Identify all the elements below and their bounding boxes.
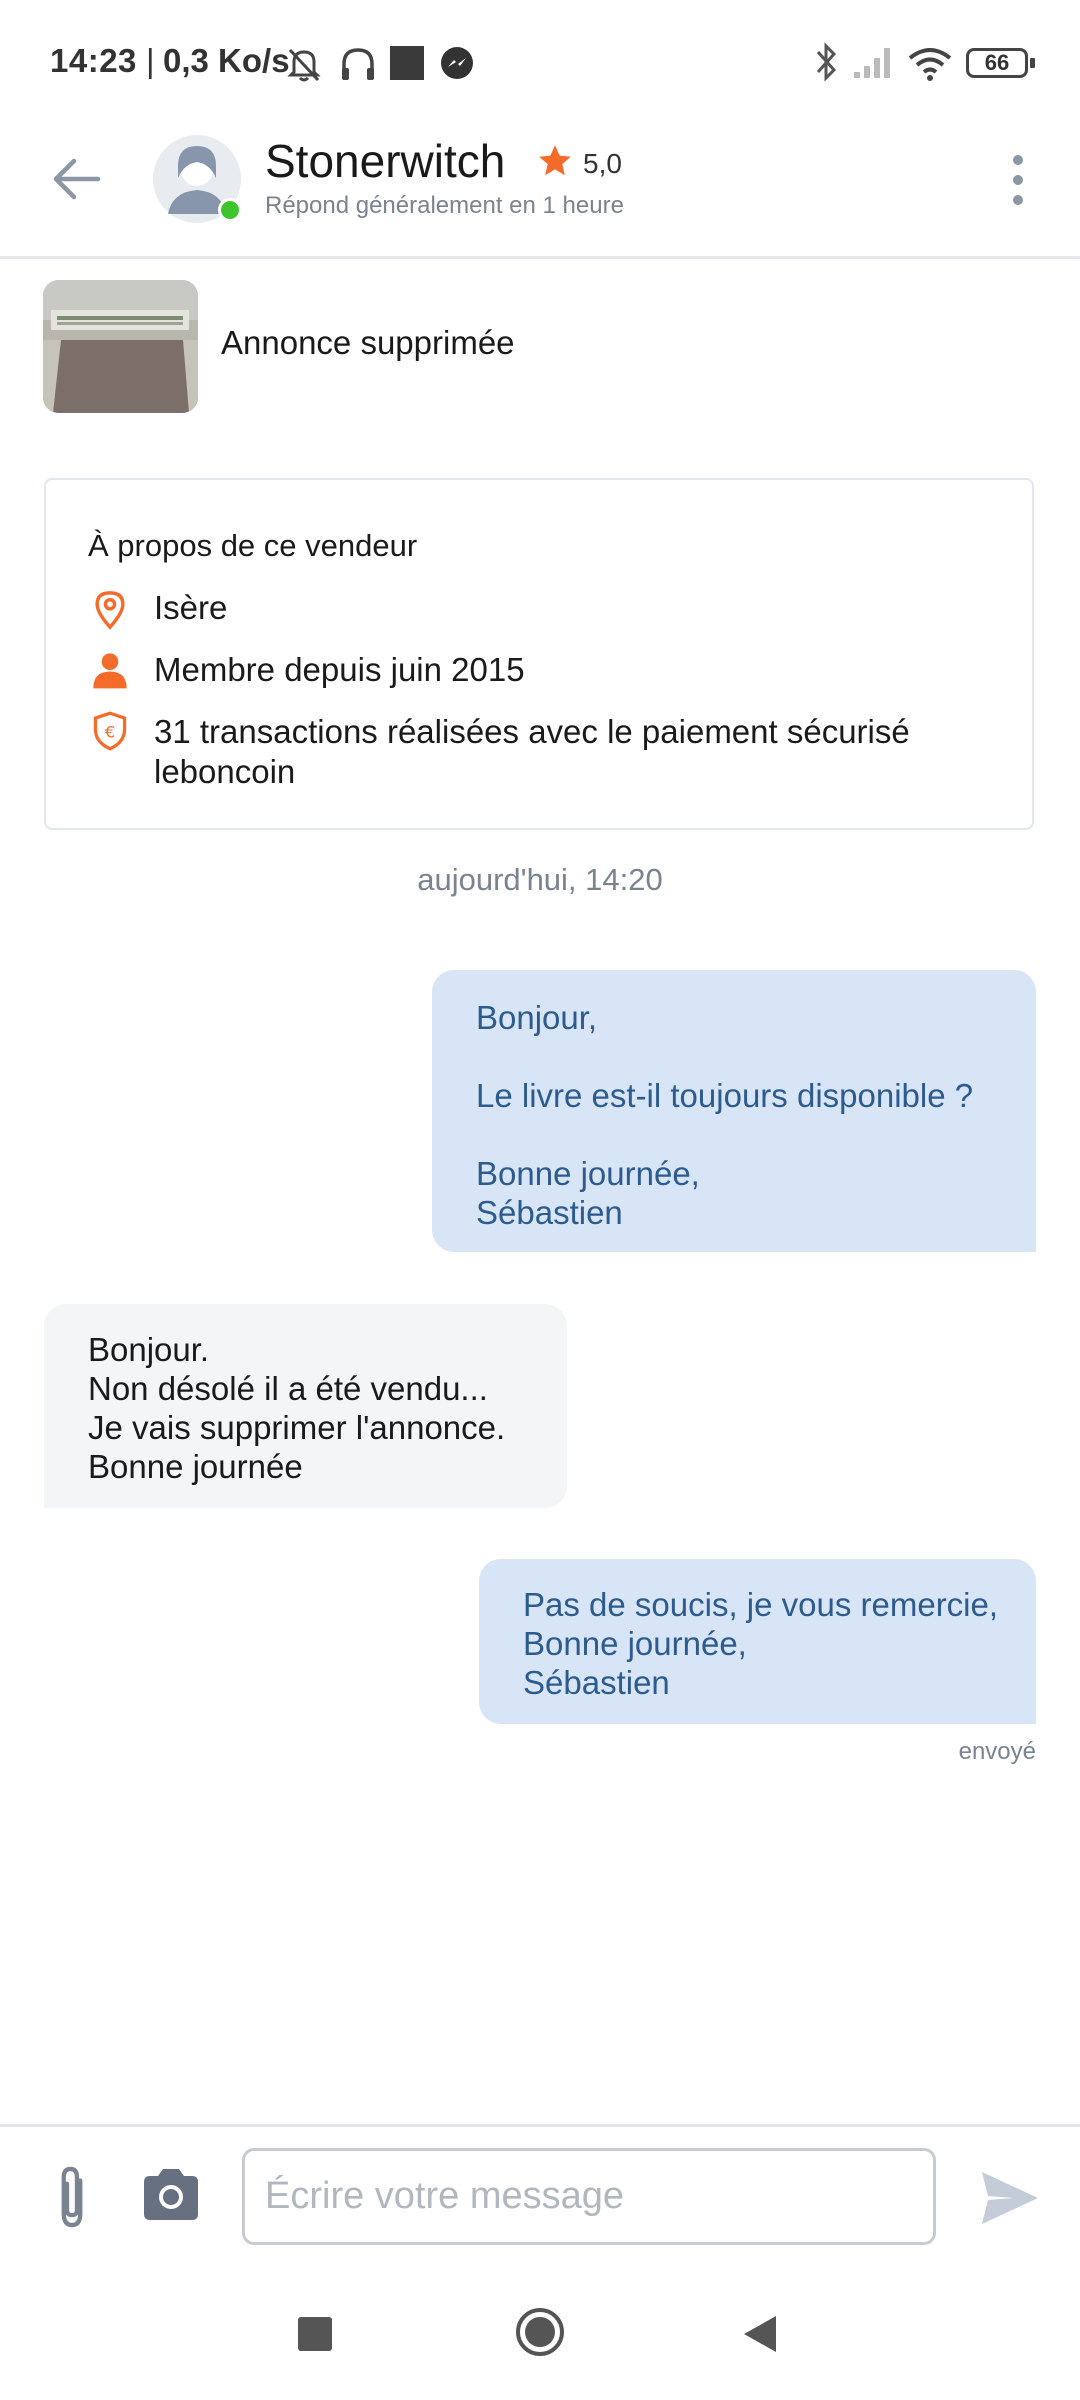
seller-card-title: À propos de ce vendeur bbox=[88, 528, 418, 563]
message-input[interactable] bbox=[242, 2148, 936, 2245]
transactions-line-1: 31 transactions réalisées avec le paiement sécurisé bbox=[154, 713, 910, 750]
app-notification-icon bbox=[390, 46, 424, 80]
online-indicator bbox=[218, 198, 242, 222]
battery-tip bbox=[1030, 58, 1035, 68]
bell-off-icon bbox=[284, 44, 324, 84]
composer-divider bbox=[0, 2124, 1080, 2127]
more-options-icon[interactable] bbox=[1006, 152, 1030, 208]
messenger-icon bbox=[440, 46, 474, 80]
transactions-line-2: leboncoin bbox=[154, 753, 296, 790]
message-bubble-outgoing[interactable] bbox=[479, 1559, 1036, 1724]
message-line: Sébastien bbox=[523, 1664, 670, 1701]
message-line: Sébastien bbox=[476, 1194, 623, 1231]
back-arrow-icon[interactable] bbox=[48, 150, 106, 208]
message-line: Bonjour, bbox=[476, 999, 598, 1036]
star-icon bbox=[536, 142, 574, 180]
header-divider bbox=[0, 256, 1080, 259]
send-icon[interactable] bbox=[980, 2170, 1040, 2226]
message-line: Non désolé il a été vendu... bbox=[88, 1370, 488, 1407]
listing-thumbnail[interactable] bbox=[43, 280, 198, 413]
paperclip-icon[interactable] bbox=[52, 2164, 92, 2230]
camera-icon[interactable] bbox=[140, 2166, 202, 2222]
transactions-count bbox=[154, 712, 1014, 792]
message-bubble-outgoing[interactable] bbox=[432, 970, 1036, 1252]
bluetooth-icon bbox=[812, 42, 842, 82]
secure-payment-shield-icon bbox=[90, 710, 130, 752]
seller-location: Isère bbox=[154, 589, 228, 626]
network-speed: 0,3 Ko/s bbox=[163, 42, 290, 79]
message-line bbox=[476, 1037, 992, 1076]
message-line: Le livre est-il toujours disponible ? bbox=[476, 1077, 974, 1114]
rating-value: 5,0 bbox=[583, 148, 622, 179]
location-pin-icon bbox=[92, 590, 128, 630]
message-line: Je vais supprimer l'annonce. bbox=[88, 1409, 506, 1446]
listing-title[interactable]: Annonce supprimée bbox=[221, 324, 515, 361]
status-time: 14:23 bbox=[50, 42, 137, 79]
svg-text:€: € bbox=[104, 722, 116, 742]
signal-icon bbox=[852, 44, 896, 80]
message-line: Bonne journée, bbox=[523, 1625, 747, 1662]
message-status: envoyé bbox=[958, 1738, 1036, 1765]
battery-icon: 66 bbox=[966, 48, 1028, 78]
avatar[interactable] bbox=[152, 134, 242, 224]
recent-apps-button[interactable] bbox=[298, 2317, 332, 2351]
conversation-date: aujourd'hui, 14:20 bbox=[417, 862, 663, 897]
message-line: Bonjour. bbox=[88, 1331, 210, 1368]
response-time: Répond généralement en 1 heure bbox=[265, 192, 624, 219]
status-separator: | bbox=[146, 42, 155, 79]
message-line: Bonne journée, bbox=[476, 1155, 700, 1192]
member-since: Membre depuis juin 2015 bbox=[154, 651, 525, 688]
message-line: Pas de soucis, je vous remercie, bbox=[523, 1586, 999, 1623]
wifi-icon bbox=[906, 44, 954, 82]
seller-name[interactable]: Stonerwitch bbox=[265, 135, 506, 187]
headphones-icon bbox=[338, 44, 378, 84]
back-button[interactable] bbox=[740, 2314, 780, 2354]
message-bubble-incoming[interactable] bbox=[44, 1304, 567, 1508]
message-line: Bonne journée bbox=[88, 1448, 303, 1485]
user-icon bbox=[90, 650, 130, 690]
home-button[interactable] bbox=[514, 2306, 566, 2358]
message-line bbox=[476, 1115, 992, 1154]
